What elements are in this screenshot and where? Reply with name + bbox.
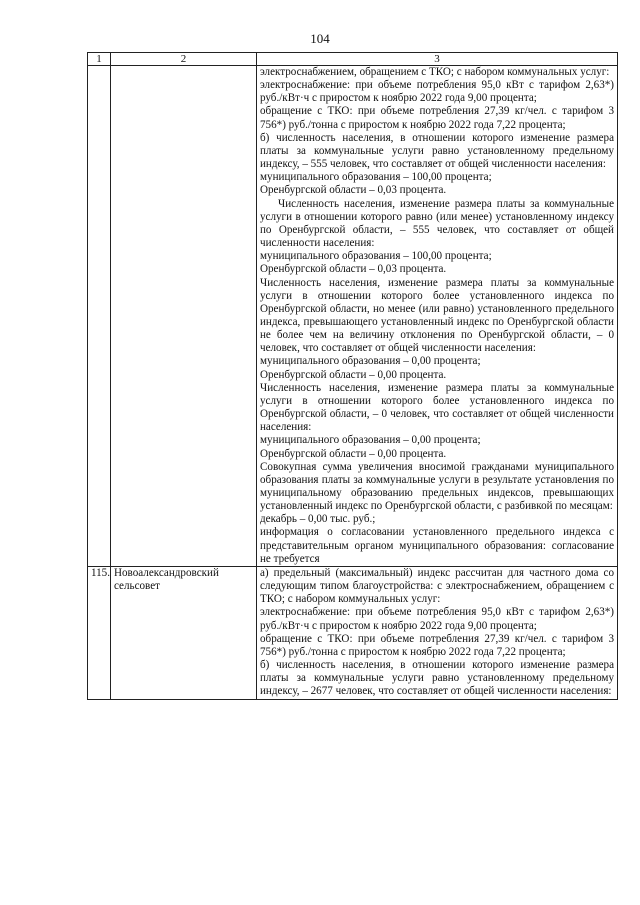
row-text [257, 66, 618, 567]
text-line: Оренбургской области – 0,03 процента. [260, 263, 447, 276]
text-line: Оренбургской области – 0,00 процента. [260, 368, 447, 381]
text-line: обращение с ТКО: при объеме потребления 27,39 кг/чел. с тарифом 3 756*) руб./тонна с приростом к ноябрю 2022 года 7,22 процента; [260, 632, 614, 658]
row-name: Новоалександровский сельсовет [111, 566, 257, 699]
document-table [87, 52, 618, 700]
table-row [88, 66, 618, 567]
text-line: муниципального образования – 100,00 процента; [260, 171, 492, 184]
text-line: декабрь – 0,00 тыс. руб.; [260, 513, 376, 526]
text-line: муниципального образования – 100,00 процента; [260, 250, 492, 263]
header-col-1: 1 [88, 53, 111, 66]
page-number: 104 [310, 31, 330, 46]
text-line: Численность населения, изменение размера платы за коммунальные услуги в отношении которого более установленного индекса по Оренбургской области, – 0 человек, что составляет от общей численности населения: [260, 381, 614, 434]
text-line: муниципального образования – 0,00 процента; [260, 434, 481, 447]
text-line: б) численность населения, в отношении которого изменение размера платы за коммунальные услуги равно установленному предельному индексу, – 2677 человек, что составляет от общей численности населения: [260, 659, 614, 698]
text-line: обращение с ТКО: при объеме потребления 27,39 кг/чел. с тарифом 3 756*) руб./тонна с приростом к ноябрю 2022 года 7,22 процента; [260, 105, 614, 131]
text-line: Оренбургской области – 0,03 процента. [260, 184, 447, 197]
text-line: муниципального образования – 0,00 процента; [260, 355, 481, 368]
row-number [88, 66, 111, 567]
text-line: б) численность населения, в отношении которого изменение размера платы за коммунальные услуги равно установленному предельному индексу, – 555 человек, что составляет от общей численности населения: [260, 131, 614, 171]
text-line: Численность населения, изменение размера платы за коммунальные услуги в отношении которого более установленного индекса по Оренбургской области, но менее (или равно) установленного предельного индекса, превышающего установленный индекс по Оренбургской области не более чем на величину отклонения по Оренбургской области, – 0 человек, что составляет от общей численности населения: [260, 276, 614, 355]
header-col-3: 3 [257, 53, 618, 66]
text-line: информация о согласовании установленного предельного индекса с представительным органом муниципального образования: согласование не требуется [260, 526, 614, 565]
table-row [88, 566, 618, 699]
table-header-row [88, 53, 618, 66]
text-line: электроснабжение: при объеме потребления 95,0 кВт с тарифом 2,63*) руб./кВт·ч с приростом к ноябрю 2022 года 9,00 процента; [260, 606, 614, 632]
row-number: 115. [88, 566, 111, 699]
text-line: электроснабжение: при объеме потребления 95,0 кВт с тарифом 2,63*) руб./кВт·ч с приростом к ноябрю 2022 года 9,00 процента; [260, 79, 614, 105]
text-line: электроснабжением, обращением с ТКО; с набором коммунальных услуг: [260, 66, 610, 78]
text-line: Оренбургской области – 0,00 процента. [260, 447, 447, 460]
text-line: а) предельный (максимальный) индекс рассчитан для частного дома со следующим типом благоустройства: с электроснабжением, обращением с ТКО; с набором коммунальных услуг: [260, 566, 614, 606]
row-name [111, 66, 257, 567]
header-col-2: 2 [111, 53, 257, 66]
row-text [257, 566, 618, 699]
text-line: Совокупная сумма увеличения вносимой гражданами муниципального образования платы за коммунальные услуги в результате установления по муниципальному образованию предельных индексов, превышающих установленный индекс по Оренбургской области, с разбивкой по месяцам: [260, 460, 614, 513]
text-line: Численность населения, изменение размера платы за коммунальные услуги в отношении которого равно (или менее) установленному индексу по Оренбургской области, – 555 человек, что составляет от общей численности населения: [260, 197, 614, 250]
